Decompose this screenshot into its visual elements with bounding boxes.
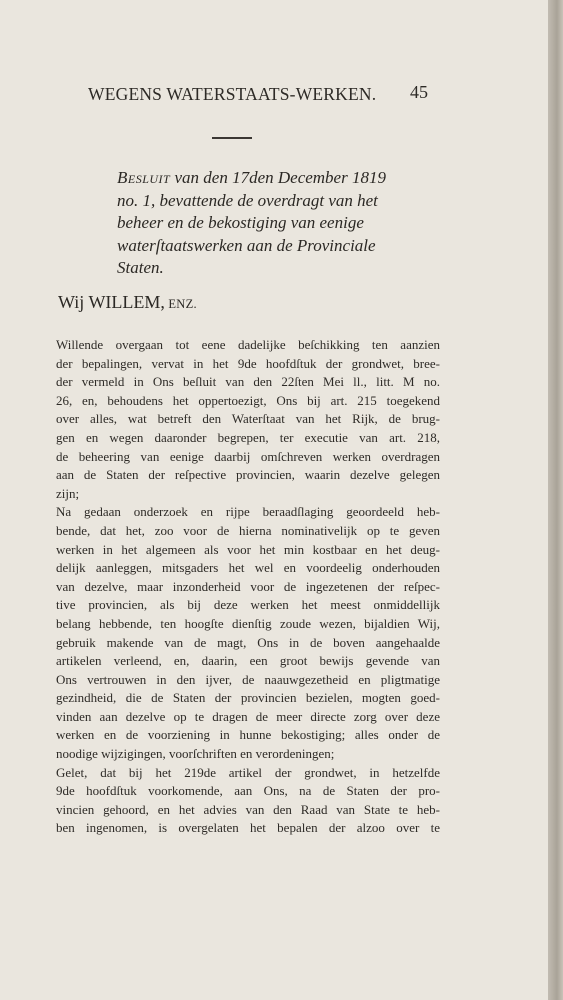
- body-line: tive provincien, als bij deze werken het meest onmiddellijk: [56, 597, 440, 613]
- body-line: 26, en, behoudens het oppertoezigt, Ons bij art. 215 toegekend: [56, 392, 440, 408]
- body-line: delijk aanleggen, mitsgaders het wel en voordeelig onderhouden: [56, 560, 440, 576]
- decree-line: waterſtaatswerken aan de Provinciale: [117, 235, 376, 255]
- body-line: ben ingenomen, is overgelaten het bepalen der alzoo over te: [56, 820, 440, 836]
- body-line: zijn;: [56, 485, 80, 501]
- decree-line: van den 17den December 1819: [170, 168, 386, 187]
- body-line: gezindheid, die de Staten der provincien bezielen, mogten goed-: [56, 690, 440, 706]
- decree-line: no. 1, bevattende de overdragt van het: [117, 190, 378, 210]
- decree-line: Staten.: [117, 258, 164, 277]
- decree-lead-word: Besluit: [117, 168, 171, 187]
- opening-formula: [58, 292, 197, 313]
- body-line: 9de hoofdſtuk voorkomende, aan Ons, na de Staten der pro-: [56, 783, 440, 799]
- body-line: vinden aan dezelve op te dragen de meer directe zorg over deze: [56, 708, 440, 724]
- body-line: gen en wegen daaronder begrepen, ter executie van art. 218,: [56, 429, 440, 445]
- body-line: van dezelve, maar inzonderheid voor de ingezetenen der reſpec-: [56, 578, 440, 594]
- body-line: over alles, wat betreft den Waterſtaat van het Rijk, de brug-: [56, 411, 440, 427]
- body-line: belang hebbende, ten hoogſte dienſtig zoude wezen, bijaldien Wij,: [56, 615, 440, 631]
- body-line: Na gedaan onderzoek en rijpe beraadſlaging geoordeeld heb-: [56, 504, 440, 520]
- decree-line: beheer en de bekostiging van eenige: [117, 213, 364, 232]
- body-line: gebruik makende van de magt, Ons in de boven aangehaalde: [56, 634, 440, 650]
- body-line: Gelet, dat bij het 219de artikel der grondwet, in hetzelfde: [56, 764, 440, 780]
- body-line: werken en de voorziening in hunne bekostiging; alles onder de: [56, 727, 440, 743]
- page-number: 45: [410, 82, 428, 102]
- body-line: Ons vertrouwen in den ijver, de naauwgezetheid en pligtmatige: [56, 671, 440, 687]
- running-title: WEGENS WATERSTAATS-WERKEN.: [88, 84, 377, 104]
- body-line: de beheering van eenige daarbij omſchreven werken overdragen: [56, 448, 440, 464]
- body-line: bende, dat het, zoo voor de hierna nominativelijk op te geven: [56, 522, 440, 538]
- body-line: noodige wijzigingen, voorſchriften en verordeningen;: [56, 746, 335, 762]
- body-line: werken in het algemeen als voor het min kostbaar en het deug-: [56, 541, 440, 557]
- section-divider: [212, 137, 252, 139]
- body-line: aan de Staten der reſpective provincien, waarin dezelve gelegen: [56, 467, 440, 483]
- body-line: der vermeld in Ons beſluit van den 22ſten Mei ll., litt. M no.: [56, 374, 440, 390]
- body-line: vincien gehoord, en het advies van den Raad van State te heb-: [56, 801, 440, 817]
- body-line: Willende overgaan tot eene dadelijke beſchikking ten aanzien: [56, 337, 440, 352]
- body-text: [56, 336, 440, 838]
- decree-heading: [117, 167, 435, 280]
- body-line: artikelen verleend, en, daarin, een groot bewijs gevende van: [56, 653, 440, 669]
- body-line: der bepalingen, vervat in het 9de hoofdſtuk der grondwet, bree-: [56, 355, 440, 371]
- opening-suffix: ENZ.: [164, 297, 197, 311]
- page-edge: [548, 0, 563, 1000]
- opening-name: Wij WILLEM,: [58, 292, 165, 312]
